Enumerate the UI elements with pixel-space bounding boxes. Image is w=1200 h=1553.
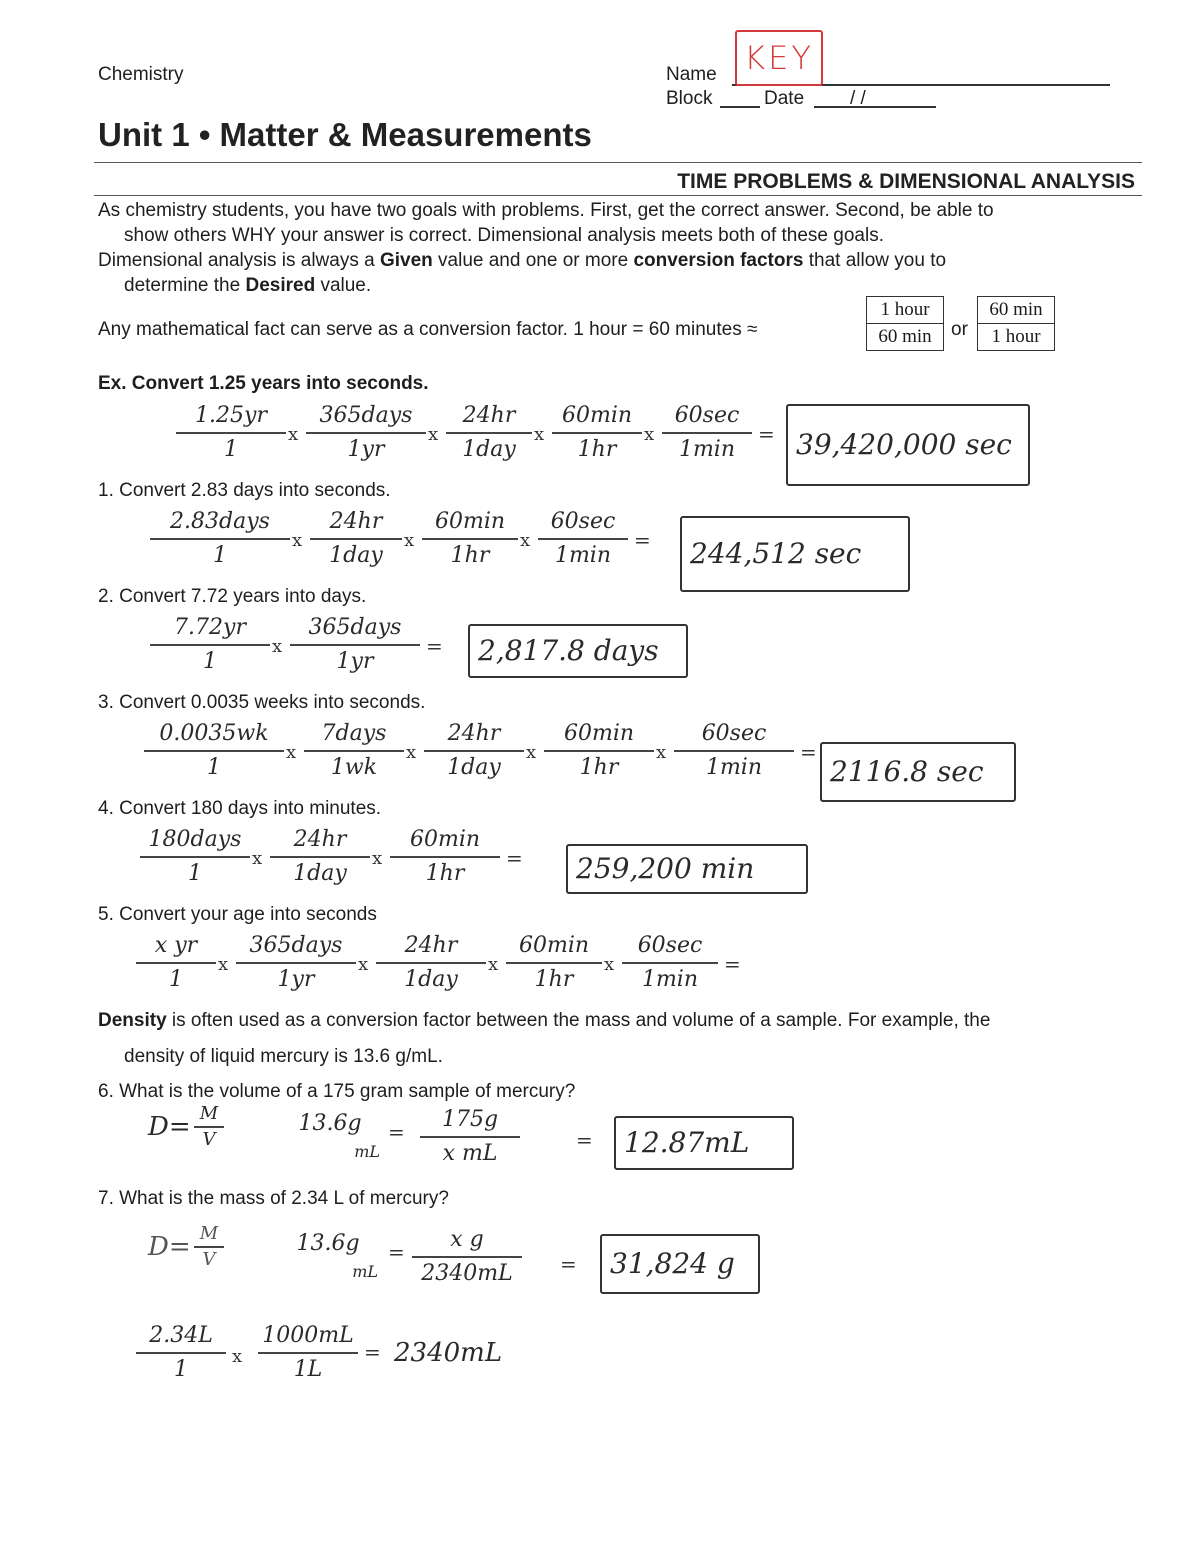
equals-sign: = bbox=[426, 634, 443, 658]
p6-formula-den: V bbox=[202, 1128, 216, 1150]
p6-equals-2: = bbox=[576, 1128, 593, 1152]
section-rule bbox=[94, 195, 1142, 196]
fraction-denominator: 1 bbox=[169, 966, 183, 992]
fraction-denominator: 1yr bbox=[277, 966, 315, 992]
conversion-fraction bbox=[422, 508, 518, 570]
section-title: TIME PROBLEMS & DIMENSIONAL ANALYSIS bbox=[677, 170, 1135, 193]
times-sign: x bbox=[534, 424, 545, 445]
factor-2-bottom: 1 hour bbox=[978, 323, 1054, 350]
conversion-fraction bbox=[376, 932, 486, 994]
fraction-numerator: 24hr bbox=[447, 721, 501, 746]
fraction-numerator: 24hr bbox=[462, 403, 516, 428]
fraction-denominator: 1 bbox=[213, 542, 227, 568]
fraction-numerator: 60sec bbox=[550, 509, 616, 534]
equals-sign: = bbox=[634, 528, 651, 552]
fraction-denominator: 1hr bbox=[577, 436, 617, 462]
p6-ratio-1 bbox=[280, 1110, 380, 1160]
p7-conv-1 bbox=[136, 1322, 226, 1384]
fraction-denominator: 1 bbox=[203, 648, 217, 674]
conversion-fraction bbox=[176, 402, 286, 464]
fraction-denominator: 1min bbox=[678, 436, 736, 462]
conversion-fraction bbox=[538, 508, 628, 570]
times-sign: x bbox=[428, 424, 439, 445]
times-sign: x bbox=[406, 742, 417, 763]
p7-answer-box: 31,824 g bbox=[600, 1234, 760, 1294]
problem-6-prompt: 6. What is the volume of a 175 gram sample of mercury? bbox=[98, 1081, 576, 1102]
p7-times: x bbox=[232, 1346, 243, 1367]
fraction-numerator: 60min bbox=[563, 721, 635, 746]
density-line-1: Density is often used as a conversion factor between the mass and volume of a sample. For example, the bbox=[98, 1010, 991, 1031]
fraction-denominator: 1min bbox=[641, 966, 699, 992]
times-sign: x bbox=[488, 954, 499, 975]
block-label: Block bbox=[666, 88, 713, 109]
title-rule bbox=[94, 162, 1142, 163]
intro-line-3: Dimensional analysis is always a Given value and one or more conversion factors that allow you to bbox=[98, 250, 947, 271]
fraction-numerator: 365days bbox=[319, 403, 413, 428]
fraction-denominator: 1day bbox=[293, 860, 347, 886]
name-label: Name bbox=[666, 64, 717, 85]
p7-ratio-1-den: mL bbox=[352, 1261, 378, 1281]
p6-formula bbox=[194, 1104, 224, 1150]
fraction-numerator: 7.72yr bbox=[174, 615, 246, 640]
fraction-numerator: 365days bbox=[249, 933, 343, 958]
fraction-denominator: 1 bbox=[188, 860, 202, 886]
p7-formula-den: V bbox=[202, 1248, 216, 1270]
p6-ratio-1-den: mL bbox=[354, 1141, 380, 1161]
key-stamp bbox=[735, 30, 823, 86]
conversion-fraction bbox=[140, 826, 250, 888]
p6-ratio-2 bbox=[420, 1106, 520, 1168]
conversion-factor-1 bbox=[866, 296, 944, 351]
answer-box: 39,420,000 sec bbox=[786, 404, 1030, 486]
p7-formula-num: M bbox=[199, 1223, 219, 1244]
p7-formula bbox=[194, 1224, 224, 1270]
intro-line-4: determine the Desired value. bbox=[124, 275, 372, 296]
fraction-numerator: 24hr bbox=[404, 933, 458, 958]
answer-box: 244,512 sec bbox=[680, 516, 910, 592]
fraction-denominator: 1day bbox=[404, 966, 458, 992]
fraction-denominator: 1hr bbox=[425, 860, 465, 886]
times-sign: x bbox=[656, 742, 667, 763]
times-sign: x bbox=[286, 742, 297, 763]
date-label: Date bbox=[764, 88, 805, 109]
fraction-denominator: 1 bbox=[224, 436, 238, 462]
fraction-denominator: 1hr bbox=[579, 754, 619, 780]
p7-ratio-1-num: 13.6g bbox=[296, 1231, 360, 1256]
fraction-denominator: 1hr bbox=[450, 542, 490, 568]
date-line bbox=[814, 106, 936, 108]
fraction-numerator: 7days bbox=[321, 721, 387, 746]
p6-ratio-2-num: 175g bbox=[441, 1107, 499, 1132]
p7-equals-2: = bbox=[560, 1252, 577, 1276]
conversion-fraction bbox=[544, 720, 654, 782]
conversion-fraction bbox=[136, 932, 216, 994]
answer-box: 259,200 min bbox=[566, 844, 808, 894]
answer-box: 2116.8 sec bbox=[820, 742, 1016, 802]
conversion-fraction bbox=[674, 720, 794, 782]
conversion-fraction bbox=[662, 402, 752, 464]
times-sign: x bbox=[644, 424, 655, 445]
conversion-fraction bbox=[424, 720, 524, 782]
p7-conv-2-den: 1L bbox=[293, 1356, 323, 1382]
times-sign: x bbox=[520, 530, 531, 551]
conversion-fraction bbox=[306, 402, 426, 464]
times-sign: x bbox=[604, 954, 615, 975]
fraction-numerator: 60sec bbox=[674, 403, 740, 428]
fraction-numerator: 60min bbox=[434, 509, 506, 534]
fraction-numerator: 60min bbox=[409, 827, 481, 852]
fraction-numerator: 0.0035wk bbox=[159, 721, 269, 746]
conversion-fraction bbox=[150, 614, 270, 676]
p7-conv-1-num: 2.34L bbox=[149, 1323, 213, 1348]
fraction-numerator: 365days bbox=[308, 615, 402, 640]
conversion-fraction bbox=[506, 932, 602, 994]
example-prompt: Ex. Convert 1.25 years into seconds. bbox=[98, 373, 429, 394]
factor-2-top: 60 min bbox=[989, 299, 1043, 320]
date-slashes: / / bbox=[850, 88, 866, 109]
p6-formula-lhs: D= bbox=[148, 1112, 191, 1142]
fraction-numerator: 24hr bbox=[293, 827, 347, 852]
block-line bbox=[720, 106, 760, 108]
problem-1-prompt: 1. Convert 2.83 days into seconds. bbox=[98, 480, 391, 501]
p7-conv-2 bbox=[258, 1322, 358, 1384]
conversion-fraction bbox=[236, 932, 356, 994]
p6-formula-num: M bbox=[199, 1103, 219, 1124]
p7-ratio-2-num: x g bbox=[450, 1227, 484, 1252]
name-value: KEY bbox=[744, 39, 814, 77]
equals-sign: = bbox=[724, 952, 741, 976]
equals-sign: = bbox=[758, 422, 775, 446]
fraction-numerator: 60sec bbox=[701, 721, 767, 746]
times-sign: x bbox=[272, 636, 283, 657]
conversion-fraction bbox=[622, 932, 718, 994]
fraction-denominator: 1yr bbox=[347, 436, 385, 462]
fraction-denominator: 1hr bbox=[534, 966, 574, 992]
conversion-fraction bbox=[390, 826, 500, 888]
conversion-fraction bbox=[304, 720, 404, 782]
p7-equals-1: = bbox=[388, 1240, 405, 1264]
p7-ratio-2 bbox=[412, 1226, 522, 1288]
times-sign: x bbox=[292, 530, 303, 551]
times-sign: x bbox=[526, 742, 537, 763]
p6-ratio-2-den: x mL bbox=[442, 1140, 498, 1166]
fraction-numerator: 180days bbox=[148, 827, 242, 852]
fraction-numerator: 24hr bbox=[329, 509, 383, 534]
p7-conv-equals: = bbox=[364, 1340, 381, 1364]
fraction-denominator: 1yr bbox=[336, 648, 374, 674]
conversion-factor-2 bbox=[977, 296, 1055, 351]
p7-conv-1-den: 1 bbox=[174, 1356, 188, 1382]
intro-line-5: Any mathematical fact can serve as a conversion factor. 1 hour = 60 minutes ≈ bbox=[98, 319, 758, 340]
intro-line-2: show others WHY your answer is correct. Dimensional analysis meets both of these goals. bbox=[124, 225, 884, 246]
factor-1-top: 1 hour bbox=[880, 299, 930, 320]
problem-4-prompt: 4. Convert 180 days into minutes. bbox=[98, 798, 382, 819]
or-label: or bbox=[951, 319, 968, 340]
fraction-denominator: 1day bbox=[329, 542, 383, 568]
problem-2-prompt: 2. Convert 7.72 years into days. bbox=[98, 586, 367, 607]
answer-box: 2,817.8 days bbox=[468, 624, 688, 678]
fraction-numerator: 60sec bbox=[637, 933, 703, 958]
p7-ratio-1 bbox=[278, 1230, 378, 1280]
fraction-numerator: 1.25yr bbox=[195, 403, 267, 428]
fraction-denominator: 1 bbox=[207, 754, 221, 780]
problem-7-prompt: 7. What is the mass of 2.34 L of mercury? bbox=[98, 1188, 449, 1209]
p7-conv-result: 2340mL bbox=[394, 1338, 503, 1368]
times-sign: x bbox=[218, 954, 229, 975]
p6-ratio-1-num: 13.6g bbox=[298, 1111, 362, 1136]
conversion-fraction bbox=[552, 402, 642, 464]
conversion-fraction bbox=[144, 720, 284, 782]
fraction-numerator: x yr bbox=[154, 933, 198, 958]
times-sign: x bbox=[288, 424, 299, 445]
unit-title: Unit 1 • Matter & Measurements bbox=[98, 116, 592, 153]
conversion-fraction bbox=[310, 508, 402, 570]
density-line-2: density of liquid mercury is 13.6 g/mL. bbox=[124, 1046, 443, 1067]
p7-ratio-2-den: 2340mL bbox=[421, 1260, 513, 1286]
subject-label: Chemistry bbox=[98, 64, 184, 85]
intro-line-1: As chemistry students, you have two goals with problems. First, get the correct answer. Second, be able to bbox=[98, 200, 994, 221]
times-sign: x bbox=[252, 848, 263, 869]
equals-sign: = bbox=[506, 846, 523, 870]
fraction-numerator: 60min bbox=[518, 933, 590, 958]
conversion-fraction bbox=[446, 402, 532, 464]
p7-conv-2-num: 1000mL bbox=[262, 1323, 354, 1348]
conversion-fraction bbox=[270, 826, 370, 888]
equals-sign: = bbox=[800, 740, 817, 764]
conversion-fraction bbox=[290, 614, 420, 676]
fraction-denominator: 1min bbox=[705, 754, 763, 780]
fraction-denominator: 1wk bbox=[330, 754, 378, 780]
fraction-denominator: 1day bbox=[447, 754, 501, 780]
p6-equals-1: = bbox=[388, 1120, 405, 1144]
factor-1-bottom: 60 min bbox=[867, 323, 943, 350]
problem-5-prompt: 5. Convert your age into seconds bbox=[98, 904, 377, 925]
times-sign: x bbox=[372, 848, 383, 869]
conversion-fraction bbox=[150, 508, 290, 570]
problem-3-prompt: 3. Convert 0.0035 weeks into seconds. bbox=[98, 692, 426, 713]
fraction-numerator: 60min bbox=[561, 403, 633, 428]
times-sign: x bbox=[358, 954, 369, 975]
fraction-denominator: 1day bbox=[462, 436, 516, 462]
fraction-denominator: 1min bbox=[554, 542, 612, 568]
p6-answer-box: 12.87mL bbox=[614, 1116, 794, 1170]
p7-formula-lhs: D= bbox=[148, 1232, 191, 1262]
fraction-numerator: 2.83days bbox=[170, 509, 270, 534]
times-sign: x bbox=[404, 530, 415, 551]
